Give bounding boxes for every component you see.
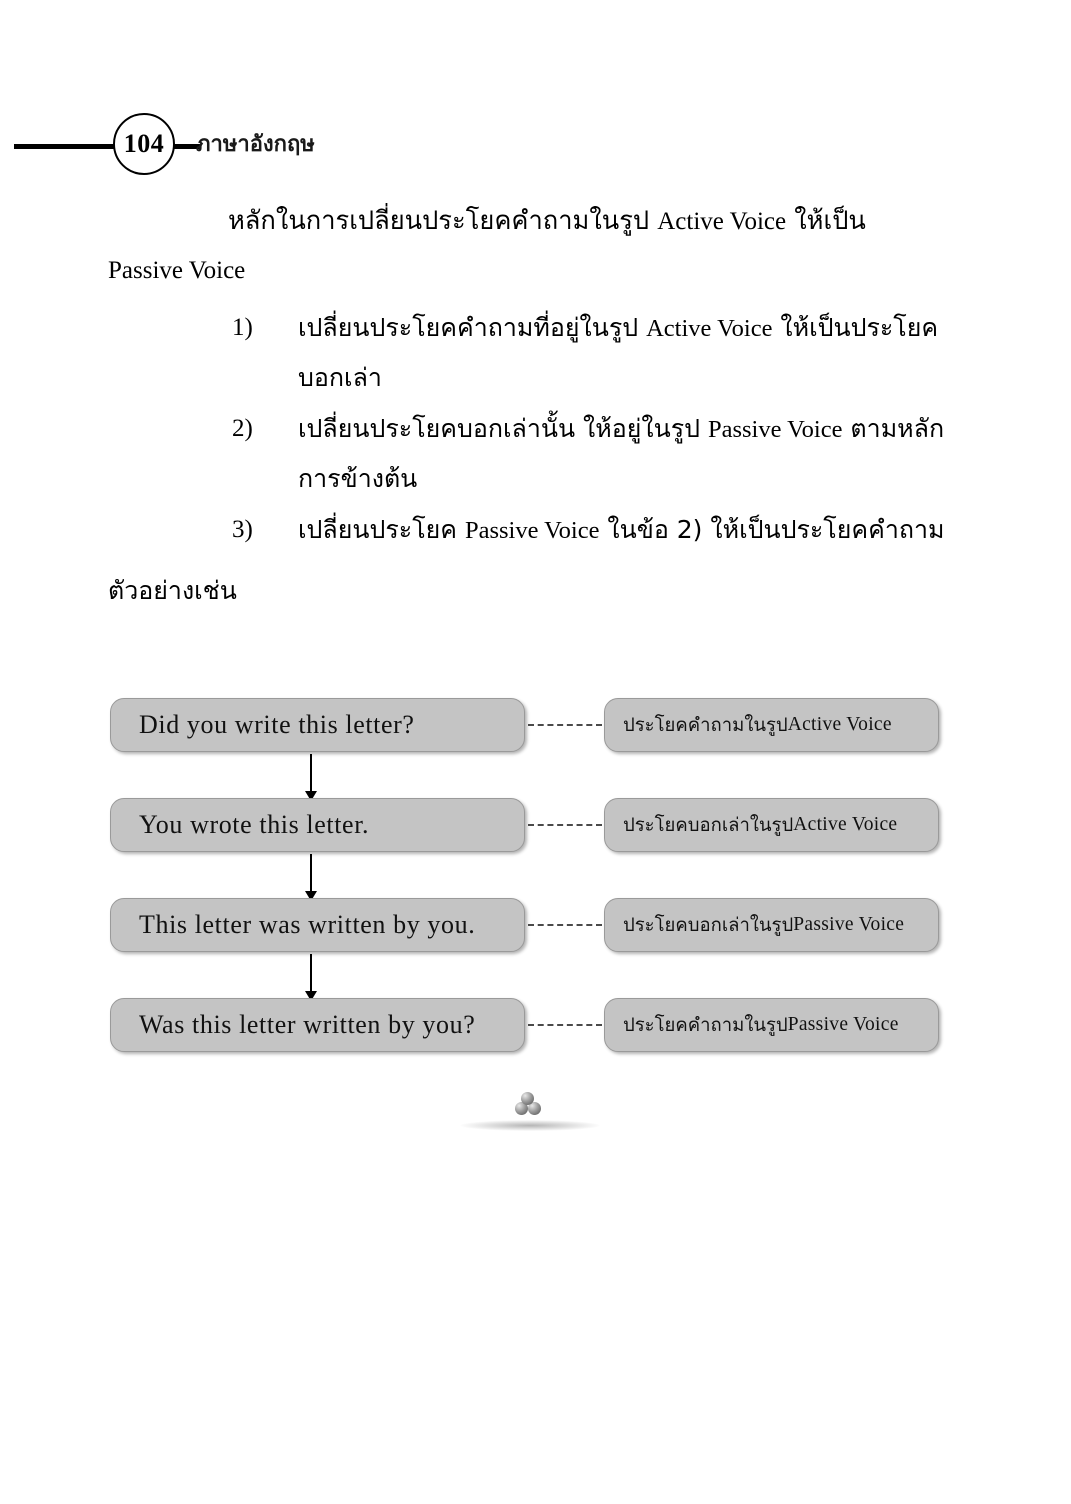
rule-item-2 bbox=[108, 404, 946, 503]
note-english: Active Voice bbox=[787, 714, 892, 735]
diagram-row bbox=[0, 898, 1071, 954]
note-english: Passive Voice bbox=[787, 1014, 899, 1035]
note-english: Active Voice bbox=[793, 814, 898, 835]
transformation-diagram bbox=[0, 698, 1071, 1088]
rule-text-2-a: เปลี่ยนประโยคบอกเล่านั้น ให้อยู่ในรูป bbox=[298, 414, 708, 443]
connector-dashes bbox=[528, 724, 602, 726]
rules-list bbox=[108, 303, 946, 555]
note-thai: ประโยคบอกเล่าในรูป bbox=[623, 914, 794, 936]
rule-marker-2: 2) bbox=[232, 415, 253, 442]
page-number: 104 bbox=[123, 129, 165, 158]
rule-item-3 bbox=[108, 505, 946, 555]
lead-thai-part-1: หลักในการเปลี่ยนประโยคคำถามในรูป bbox=[228, 206, 658, 236]
sentence-note-box bbox=[604, 898, 939, 952]
rule-term-3: Passive Voice bbox=[464, 517, 600, 544]
sentence-note-box bbox=[604, 998, 939, 1052]
note-english: Passive Voice bbox=[793, 914, 905, 935]
down-arrow-icon bbox=[310, 954, 312, 992]
rule-text-2 bbox=[298, 404, 946, 503]
connector-dashes bbox=[528, 824, 602, 826]
example-label: ตัวอย่างเช่น bbox=[108, 576, 237, 605]
rule-text-3-a: เปลี่ยนประโยค bbox=[298, 515, 465, 544]
passive-voice-heading: Passive Voice bbox=[108, 257, 246, 284]
rule-term-1: Active Voice bbox=[646, 315, 773, 342]
connector-dashes bbox=[528, 1024, 602, 1026]
rule-text-3 bbox=[298, 505, 946, 555]
connector-dashes bbox=[528, 924, 602, 926]
diagram-row bbox=[0, 698, 1071, 754]
rule-marker-3: 3) bbox=[232, 516, 253, 543]
sentence-box: Did you write this letter? bbox=[110, 698, 525, 752]
sphere-icon bbox=[521, 1092, 534, 1105]
sentence-note-box bbox=[604, 798, 939, 852]
down-arrow-icon bbox=[310, 854, 312, 892]
lead-thai-part-2: ให้เป็น bbox=[786, 206, 866, 236]
sentence-note-box bbox=[604, 698, 939, 752]
diagram-row bbox=[0, 998, 1071, 1054]
page-content bbox=[108, 196, 946, 613]
lead-english-term: Active Voice bbox=[657, 208, 787, 235]
note-thai: ประโยคคำถามในรูป bbox=[623, 714, 788, 736]
diagram-row bbox=[0, 798, 1071, 854]
rule-term-2: Passive Voice bbox=[707, 416, 843, 443]
rule-text-1-a: เปลี่ยนประโยคคำถามที่อยู่ในรูป bbox=[298, 313, 647, 342]
ornament-shadow bbox=[460, 1120, 600, 1131]
note-thai: ประโยคบอกเล่าในรูป bbox=[623, 814, 794, 836]
rule-text-1 bbox=[298, 303, 946, 402]
down-arrow-icon bbox=[310, 754, 312, 792]
page-header bbox=[0, 108, 1071, 178]
sentence-box: You wrote this letter. bbox=[110, 798, 525, 852]
rule-text-3-b: ในข้อ 2) ให้เป็นประโยคคำถาม bbox=[599, 515, 945, 544]
section-end-ornament bbox=[0, 1092, 1071, 1142]
lead-paragraph bbox=[108, 196, 946, 247]
rule-text-1-b: ให้เป็นประโยคบอกเล่า bbox=[298, 313, 939, 392]
rule-marker-1: 1) bbox=[232, 314, 253, 341]
sentence-box: This letter was written by you. bbox=[110, 898, 525, 952]
sentence-box: Was this letter written by you? bbox=[110, 998, 525, 1052]
rule-text-2-b: ตามหลักการข้างต้น bbox=[298, 414, 945, 493]
header-title: ภาษาอังกฤษ bbox=[196, 132, 315, 157]
rule-item-1 bbox=[108, 303, 946, 402]
note-thai: ประโยคคำถามในรูป bbox=[623, 1014, 788, 1036]
